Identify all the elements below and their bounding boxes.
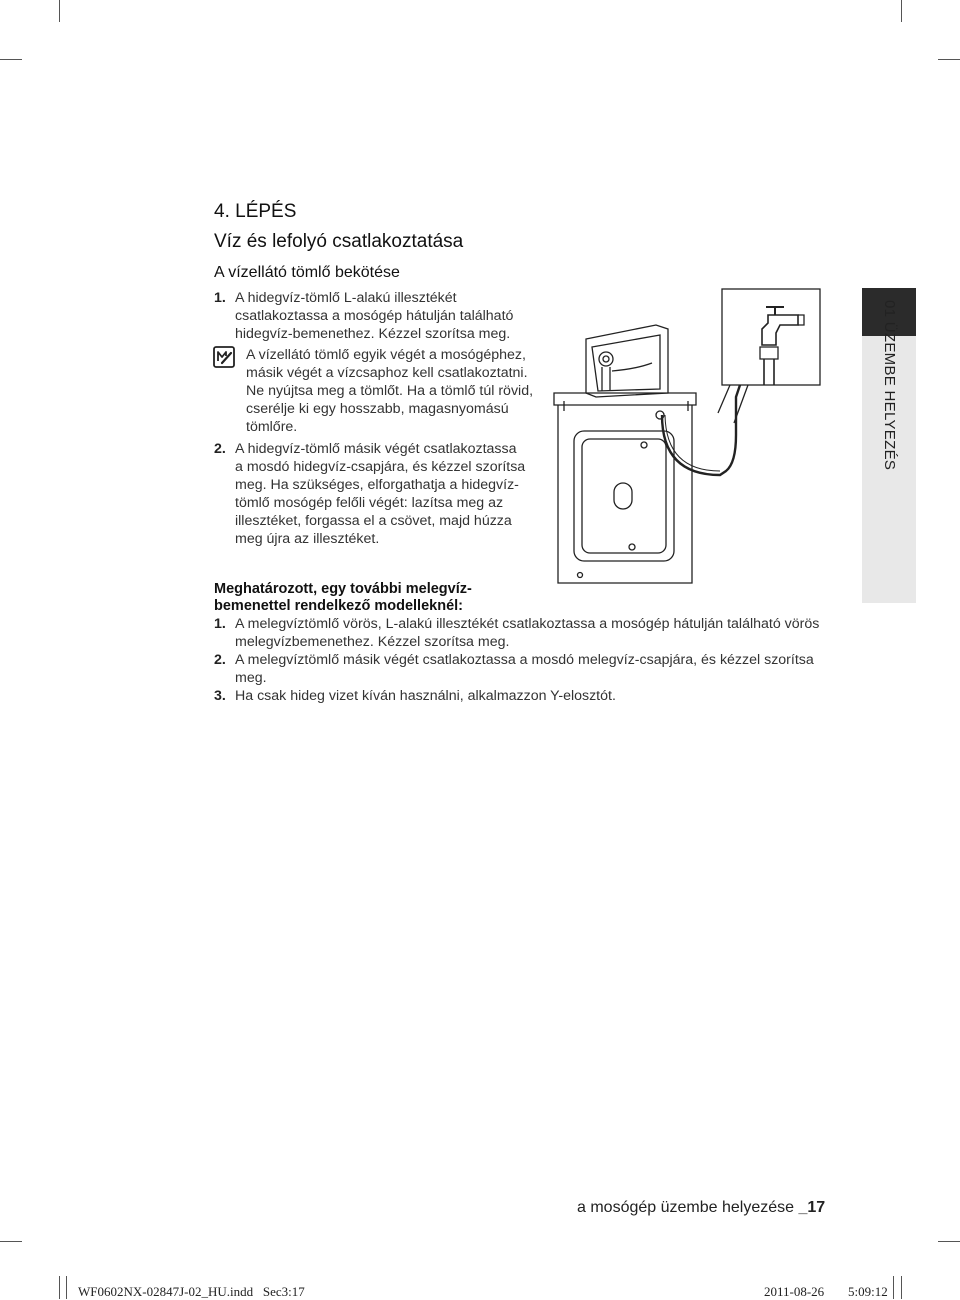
text-line: A melegvíztömlő vörös, L-alakú illesztékét csatlakoztassa a mosógép hátulján található vörös <box>235 616 820 632</box>
crop-mark <box>0 59 22 60</box>
text-line: tömlő mosógép felőli végét: lazítsa meg az <box>235 495 504 511</box>
crop-mark <box>59 1276 60 1299</box>
step-title: 4. LÉPÉS <box>214 201 297 222</box>
slug-frame-left <box>66 1276 67 1299</box>
step-1-text <box>235 289 513 343</box>
crop-mark <box>59 0 60 22</box>
step-2-text <box>235 440 525 548</box>
text-line: A vízellátó tömlő egyik végét a mosógéphez, <box>246 347 526 363</box>
text-line: A melegvíztömlő másik végét csatlakoztassa a mosdó melegvíz-csapjára, és kézzel szorítsa <box>235 652 814 668</box>
side-tab-label: 01 ÜZEMBE HELYEZÉS <box>881 300 898 471</box>
text-line: Ne nyújtsa meg a tömlőt. Ha a tömlő túl rövid, <box>246 383 534 399</box>
page-footer <box>577 1199 825 1217</box>
text-line: másik végét a vízcsaphoz kell csatlakoztatni. <box>246 365 528 381</box>
crop-mark <box>901 0 902 22</box>
text-line: melegvízbemenethez. Kézzel szorítsa meg. <box>235 634 510 650</box>
hot-water-heading <box>214 581 472 615</box>
text-line: meg. Ha szükséges, elforgathatja a hidegvíz- <box>235 477 519 493</box>
hot-step-1-text <box>235 615 855 651</box>
note-pencil-icon <box>213 346 235 368</box>
note-text <box>246 346 533 436</box>
text-line: illesztéket, forgassa el a csövet, majd húzza <box>235 513 512 529</box>
section-title: Víz és lefolyó csatlakoztatása <box>214 231 464 252</box>
crop-mark <box>938 59 960 60</box>
hot-step-2-text <box>235 651 855 687</box>
text-line: Ha csak hideg vizet kíván használni, alkalmazzon Y-elosztót. <box>235 688 616 704</box>
step-number: 2. <box>214 652 226 668</box>
text-line: A hidegvíz-tömlő L-alakú illesztékét <box>235 290 457 306</box>
hot-step-3-text <box>235 687 855 705</box>
slug-frame-right <box>893 1276 894 1299</box>
text-line: cserélje ki egy hosszabb, magasnyomású <box>246 401 509 417</box>
text-line: meg újra az illesztéket. <box>235 531 380 547</box>
slug-date: 2011-08-26 <box>764 1284 825 1299</box>
text-line: csatlakoztassa a mosógép hátulján található <box>235 308 514 324</box>
step-number: 3. <box>214 688 226 704</box>
slug-file: WF0602NX-02847J-02_HU.indd Sec3:17 <box>78 1284 305 1299</box>
chapter-side-tab <box>862 288 916 603</box>
text-line: tömlőre. <box>246 419 298 435</box>
footer-text: a mosógép üzembe helyezése <box>577 1199 795 1216</box>
text-line: a mosdó hidegvíz-csapjára, és kézzel szorítsa <box>235 459 526 475</box>
heading-line: bemenettel rendelkező modelleknél: <box>214 598 463 614</box>
page-number: _17 <box>798 1199 826 1216</box>
step-number: 1. <box>214 290 226 306</box>
subsection-title: A vízellátó tömlő bekötése <box>214 264 400 281</box>
step-number: 1. <box>214 616 226 632</box>
washing-machine-illustration <box>540 285 835 585</box>
crop-mark <box>938 1241 960 1242</box>
crop-mark <box>901 1276 902 1299</box>
text-line: A hidegvíz-tömlő másik végét csatlakoztassa <box>235 441 517 457</box>
text-line: hidegvíz-bemenethez. Kézzel szorítsa meg. <box>235 326 511 342</box>
slug-time: 5:09:12 <box>848 1284 888 1299</box>
text-line: meg. <box>235 670 267 686</box>
step-number: 2. <box>214 441 226 457</box>
crop-mark <box>0 1241 22 1242</box>
heading-line: Meghatározott, egy további melegvíz- <box>214 581 472 597</box>
